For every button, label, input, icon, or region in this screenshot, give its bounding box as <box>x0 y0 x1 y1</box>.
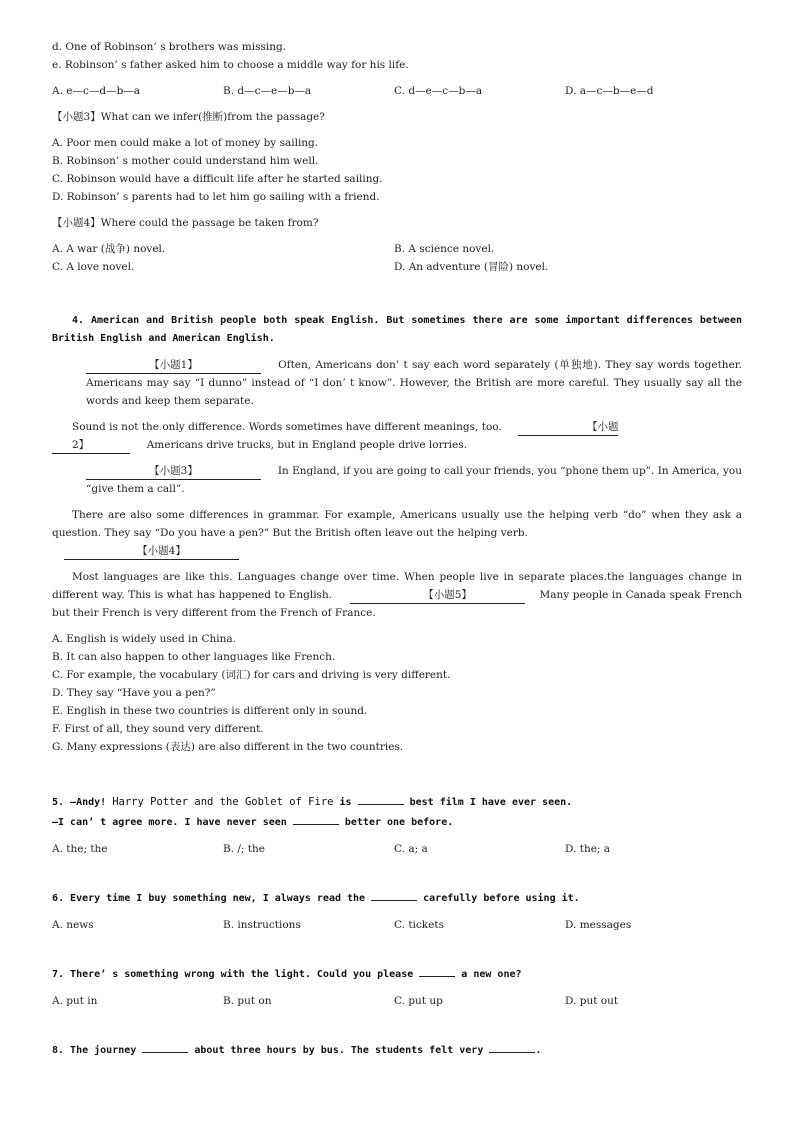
q4-para2: Sound is not the only difference. Words sometimes have different meanings, too. 【小题 2】 Americans drive trucks, but in England people drive lorries. <box>52 418 742 454</box>
sub4-options-row1 <box>52 240 742 258</box>
blank-3[interactable]: 【小题3】 <box>86 464 261 480</box>
sub4-option-d[interactable]: D. An adventure (冒险) novel. <box>394 261 549 273</box>
q6-answer-b[interactable]: B. instructions <box>223 919 301 931</box>
sub4-question: 【小题4】Where could the passage be taken from? <box>52 217 319 229</box>
q5-answer-c[interactable]: C. a; a <box>394 843 428 855</box>
q4-option-g[interactable]: G. Many expressions (表达) are also different in the two countries. <box>52 741 404 753</box>
answer-a[interactable]: A. e—c—d—b—a <box>52 85 141 97</box>
q7-answer-c[interactable]: C. put up <box>394 995 443 1007</box>
sub3-option-c[interactable]: C. Robinson would have a difficult life after he started sailing. <box>52 173 383 185</box>
blank-2-end[interactable]: 2】 <box>52 438 130 454</box>
q4-option-d[interactable]: D. They say “Have you a pen?” <box>52 687 216 699</box>
q5-line2: —I can’ t agree more. I have never seen better one before. <box>52 812 742 832</box>
q8-blank-2[interactable] <box>489 1040 535 1053</box>
q4-intro: 4. American and British people both speak English. But sometimes there are some important differences between British English and American English. <box>52 315 742 344</box>
q4-para5: Most languages are like this. Languages change over time. When people live in separate places.the languages change in different way. This is what has happened to English. 【小题5】 Many people in Canada speak French but their French is very different from the French of France. <box>52 571 743 619</box>
q7-answer-a[interactable]: A. put in <box>52 995 98 1007</box>
q6-answer-a[interactable]: A. news <box>52 919 94 931</box>
option-e: e. Robinson’ s father asked him to choose a middle way for his life. <box>52 59 409 71</box>
sub4-option-c[interactable]: C. A love novel. <box>52 261 135 273</box>
q4-option-b[interactable]: B. It can also happen to other languages like French. <box>52 651 336 663</box>
sub3-option-d[interactable]: D. Robinson’ s parents had to let him go sailing with a friend. <box>52 191 380 203</box>
blank-1[interactable]: 【小题1】 <box>86 358 261 374</box>
answer-b[interactable]: B. d—c—e—b—a <box>223 85 312 97</box>
q5-answers <box>52 840 742 858</box>
q5-line1: 5. —Andy! Harry Potter and the Goblet of Fire is best film I have ever seen. <box>52 792 742 812</box>
q4-para3: 【小题3】 In England, if you are going to call your friends, you “phone them up”. In America, you “give them a call”. <box>86 465 742 495</box>
q6-stem: 6. Every time I buy something new, I always read the carefully before using it. <box>52 888 742 908</box>
exam-page <box>52 38 742 1060</box>
q5-blank-1[interactable] <box>358 792 404 805</box>
q7-answer-d[interactable]: D. put out <box>565 995 619 1007</box>
sub4-options-row2 <box>52 258 742 276</box>
sub4-option-b[interactable]: B. A science novel. <box>394 243 495 255</box>
q4-option-e[interactable]: E. English in these two countries is different only in sound. <box>52 705 368 717</box>
q6-answer-d[interactable]: D. messages <box>565 919 632 931</box>
option-d: d. One of Robinson’ s brothers was missing. <box>52 41 287 53</box>
q8-stem: 8. The journey about three hours by bus. The students felt very . <box>52 1040 742 1060</box>
answer-c[interactable]: C. d—e—c—b—a <box>394 85 483 97</box>
q5-answer-d[interactable]: D. the; a <box>565 843 611 855</box>
answer-d[interactable]: D. a—c—b—e—d <box>565 85 654 97</box>
q6-answers <box>52 916 742 934</box>
q5-answer-a[interactable]: A. the; the <box>52 843 108 855</box>
q7-answers <box>52 992 742 1010</box>
q6-blank[interactable] <box>371 888 417 901</box>
q7-answer-b[interactable]: B. put on <box>223 995 272 1007</box>
q4-para4: There are also some differences in grammar. For example, Americans usually use the helping verb “do” when they ask a question. They say “Do you have a pen?” But the British often leave out the helping verb. 【小题4】 <box>52 506 742 560</box>
q7-blank[interactable] <box>419 964 455 977</box>
q4-option-c[interactable]: C. For example, the vocabulary (词汇) for cars and driving is very different. <box>52 669 451 681</box>
q5-blank-2[interactable] <box>293 812 339 825</box>
q5-answer-b[interactable]: B. /; the <box>223 843 265 855</box>
q4-para1: 【小题1】 Often, Americans don’ t say each word separately (单独地). They say words together. Americans may say “I dunno” instead of “I don’ t know”. However, the British are more careful. They usually say all the words and keep them separate. <box>86 359 742 407</box>
film-title: Harry Potter and the Goblet of Fire <box>112 796 334 808</box>
sub4-option-a[interactable]: A. A war (战争) novel. <box>52 243 166 255</box>
blank-5[interactable]: 【小题5】 <box>350 588 525 604</box>
q4-option-a[interactable]: A. English is widely used in China. <box>52 633 237 645</box>
q4-option-f[interactable]: F. First of all, they sound very different. <box>52 723 264 735</box>
blank-2-start[interactable]: 【小题 <box>518 420 618 436</box>
q6-answer-c[interactable]: C. tickets <box>394 919 444 931</box>
blank-4[interactable]: 【小题4】 <box>64 544 239 560</box>
sub3-option-a[interactable]: A. Poor men could make a lot of money by sailing. <box>52 137 319 149</box>
sub3-question: 【小题3】What can we infer(推断)from the passage? <box>52 111 325 123</box>
q7-stem: 7. There’ s something wrong with the light. Could you please a new one? <box>52 964 742 984</box>
q8-blank-1[interactable] <box>142 1040 188 1053</box>
sub3-option-b[interactable]: B. Robinson’ s mother could understand him well. <box>52 155 319 167</box>
q3-order-answers <box>52 82 742 100</box>
